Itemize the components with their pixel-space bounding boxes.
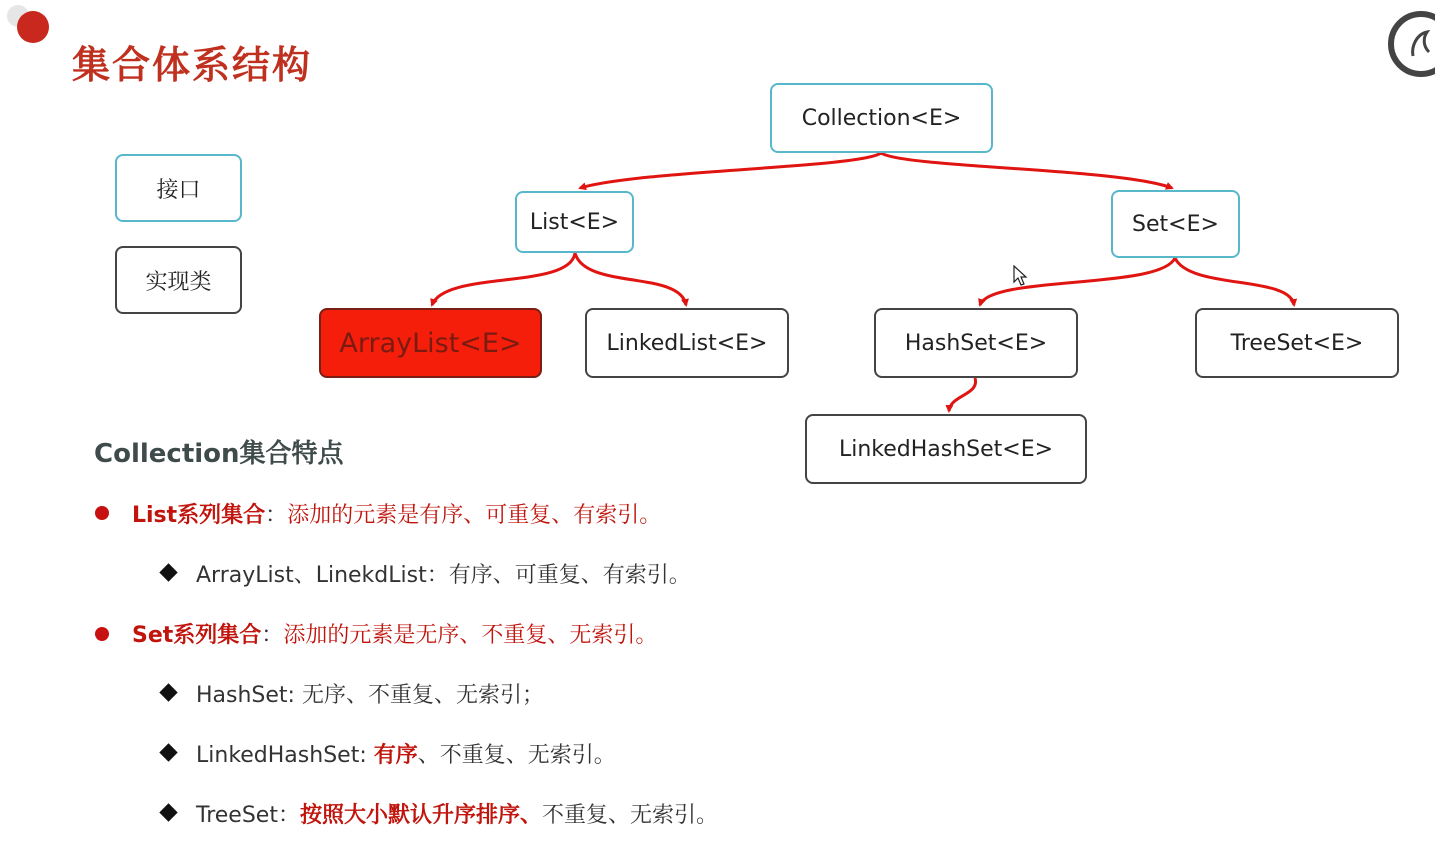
treeset-emph: 按照大小默认升序排序、 <box>299 803 542 828</box>
node-list-label: List<E> <box>529 209 620 235</box>
node-linkedhashset <box>805 414 1087 484</box>
node-list <box>515 191 634 253</box>
edge-set-hashset <box>980 258 1175 305</box>
list-sub-desc: 有序、可重复、有索引。 <box>448 563 691 588</box>
feature-hashset-line <box>196 678 544 709</box>
page-title: 集合体系结构 <box>72 43 313 87</box>
linkedhashset-name: LinkedHashSet: <box>196 743 374 768</box>
node-arraylist-label: ArrayList<E> <box>339 327 522 359</box>
linkedhashset-emph: 有序 <box>373 743 418 768</box>
node-collection-label: Collection<E> <box>801 105 962 131</box>
feature-treeset-line <box>196 798 718 829</box>
features-heading: Collection集合特点 <box>94 439 344 469</box>
set-colon: ： <box>261 623 284 648</box>
node-treeset <box>1195 308 1399 378</box>
edge-list-arraylist <box>432 253 575 305</box>
node-treeset-label: TreeSet<E> <box>1230 330 1364 356</box>
node-hashset <box>874 308 1078 378</box>
hashset-desc: 无序、不重复、无索引； <box>301 683 544 708</box>
list-colon: ： <box>265 503 288 528</box>
feature-linkedhashset-line <box>196 738 616 769</box>
node-set <box>1111 190 1240 258</box>
legend-impl-label: 实现类 <box>145 269 212 295</box>
bullet-list <box>95 506 109 520</box>
edge-collection-set <box>881 153 1172 188</box>
feature-list-sub-line <box>196 558 691 589</box>
node-collection <box>770 83 993 153</box>
treeset-name: TreeSet： <box>196 803 300 828</box>
list-series-desc: 添加的元素是有序、可重复、有索引。 <box>287 503 662 528</box>
hashset-name: HashSet: <box>196 683 302 708</box>
treeset-desc: 不重复、无索引。 <box>541 803 718 828</box>
node-hashset-label: HashSet<E> <box>904 330 1048 356</box>
node-linkedhashset-label: LinkedHashSet<E> <box>838 436 1054 462</box>
legend-interface-label: 接口 <box>156 177 201 203</box>
list-series-name: List系列集合 <box>132 503 266 528</box>
edge-list-linkedlist <box>575 253 686 305</box>
feature-set-line <box>132 618 657 649</box>
bullet-set <box>95 627 109 641</box>
edge-set-treeset <box>1175 258 1294 305</box>
edge-hashset-linkedhashset <box>949 378 976 411</box>
set-series-desc: 添加的元素是无序、不重复、无索引。 <box>283 623 658 648</box>
list-sub-name: ArrayList、LinekdList： <box>196 563 449 588</box>
linkedhashset-desc: 、不重复、无索引。 <box>417 743 616 768</box>
node-set-label: Set<E> <box>1132 211 1219 237</box>
mouse-cursor-icon <box>1013 265 1029 287</box>
feature-list-line <box>132 498 661 529</box>
node-linkedlist <box>585 308 789 378</box>
node-linkedlist-label: LinkedList<E> <box>606 330 768 356</box>
set-series-name: Set系列集合 <box>132 623 262 648</box>
node-arraylist <box>319 308 542 378</box>
edge-collection-list <box>580 153 881 188</box>
